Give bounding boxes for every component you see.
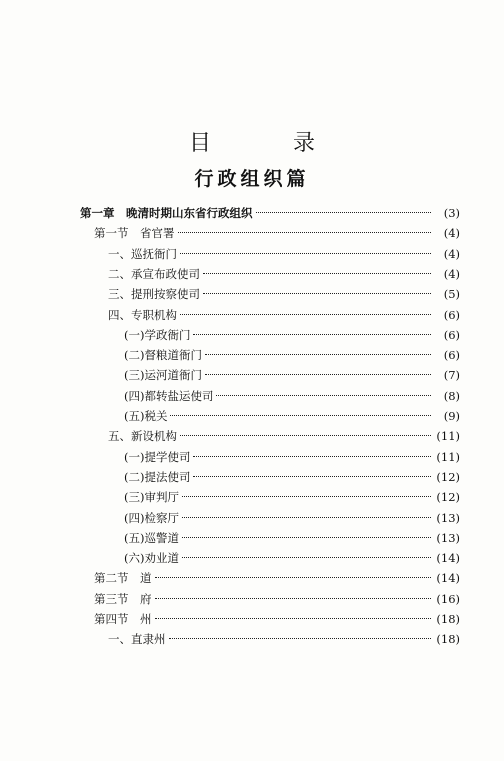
page-title: 目 录 <box>188 131 345 156</box>
toc-entry-page-number: (6) <box>443 348 460 363</box>
toc-entry-page-number: (3) <box>443 206 460 220</box>
toc-entry[interactable] <box>124 345 460 365</box>
toc-entry-label: (五)巡警道 <box>124 530 179 545</box>
toc-entry[interactable] <box>108 244 460 264</box>
dot-leader <box>205 354 431 355</box>
toc-entry[interactable] <box>108 305 460 325</box>
dot-leader <box>180 314 431 315</box>
toc-entry-label: (六)劝业道 <box>124 551 179 566</box>
toc-entry-label: 五、新设机构 <box>108 429 177 444</box>
dot-leader <box>182 517 431 518</box>
toc-entry-page-number: (18) <box>436 612 460 626</box>
dot-leader <box>203 273 431 274</box>
toc-entry-page-number: (4) <box>443 266 460 281</box>
toc-entry-label: 第一节 省官署 <box>94 226 175 241</box>
toc-entry-page-number: (9) <box>443 409 460 423</box>
toc-entry-label: (四)都转盐运使司 <box>124 388 214 403</box>
toc-entry[interactable] <box>94 589 460 609</box>
toc-entry-label: 四、专职机构 <box>108 307 177 322</box>
toc-entry[interactable] <box>124 447 460 467</box>
toc-entry[interactable] <box>94 568 460 588</box>
toc-entry-label: 第一章 晚清时期山东省行政组织 <box>80 206 253 220</box>
dot-leader <box>193 476 431 477</box>
toc-entry-label: (三)运河道衙门 <box>124 368 202 383</box>
toc-entry[interactable] <box>124 528 460 548</box>
dot-leader <box>193 334 431 335</box>
toc-entry-page-number: (11) <box>436 449 460 464</box>
dot-leader <box>180 435 431 436</box>
dot-leader <box>155 618 432 619</box>
toc-entry-page-number: (5) <box>443 287 460 302</box>
toc-entry[interactable] <box>124 548 460 568</box>
toc-entry-label: (一)学政衙门 <box>124 327 191 342</box>
dot-leader <box>182 496 431 497</box>
toc-entry[interactable] <box>108 629 460 649</box>
dot-leader <box>155 577 432 578</box>
toc-entry-page-number: (8) <box>443 388 460 403</box>
toc-entry-page-number: (11) <box>436 429 460 444</box>
toc-entry-page-number: (7) <box>443 368 460 383</box>
toc-entry-label: 第四节 州 <box>94 612 152 626</box>
section-title: 行政组织篇 <box>194 168 310 190</box>
dot-leader <box>169 638 432 639</box>
toc-entry[interactable] <box>108 426 460 446</box>
dot-leader <box>256 212 432 213</box>
toc-entry[interactable] <box>124 406 460 426</box>
toc-entry-label: 二、承宣布政使司 <box>108 266 200 281</box>
toc-entry-label: 三、提刑按察使司 <box>108 287 200 302</box>
dot-leader <box>170 415 431 416</box>
dot-leader <box>203 293 431 294</box>
toc-entry-page-number: (12) <box>436 490 460 505</box>
toc-entry-page-number: (14) <box>436 551 460 566</box>
dot-leader <box>180 253 431 254</box>
toc-entry-label: 一、直隶州 <box>108 632 166 647</box>
dot-leader <box>216 395 431 396</box>
toc-entry-label: (五)税关 <box>124 409 168 423</box>
toc-entry[interactable] <box>124 386 460 406</box>
toc-entry-page-number: (16) <box>436 591 460 606</box>
toc-entry[interactable] <box>124 365 460 385</box>
toc-entry[interactable] <box>124 508 460 528</box>
toc-entry[interactable] <box>124 467 460 487</box>
toc-entry-page-number: (13) <box>436 530 460 545</box>
toc-entry-label: 第二节 道 <box>94 571 152 586</box>
toc-entry[interactable] <box>124 325 460 345</box>
toc-entry-page-number: (12) <box>436 469 460 484</box>
dot-leader <box>155 598 432 599</box>
toc-entry-page-number: (4) <box>443 226 460 241</box>
dot-leader <box>205 374 431 375</box>
toc-entry-label: (四)检察厅 <box>124 510 179 525</box>
dot-leader <box>193 456 431 457</box>
toc-entry-label: (二)督粮道衙门 <box>124 348 202 363</box>
toc-entry-page-number: (6) <box>443 307 460 322</box>
toc-entry-page-number: (18) <box>436 632 460 647</box>
toc-entry-label: 一、巡抚衙门 <box>108 246 177 261</box>
toc-entry[interactable] <box>124 487 460 507</box>
toc-entry-page-number: (4) <box>443 246 460 261</box>
toc-entry-page-number: (14) <box>436 571 460 586</box>
toc-entry[interactable] <box>94 609 460 629</box>
toc-entry[interactable] <box>108 284 460 304</box>
toc-entry[interactable] <box>94 223 460 243</box>
dot-leader <box>178 232 432 233</box>
toc-entry-label: (一)提学使司 <box>124 449 191 464</box>
dot-leader <box>182 557 431 558</box>
toc-entry-label: (二)提法使司 <box>124 469 191 484</box>
toc-entry-page-number: (6) <box>443 327 460 342</box>
toc-entry-label: 第三节 府 <box>94 591 152 606</box>
toc-entry-page-number: (13) <box>436 510 460 525</box>
toc-entry[interactable] <box>108 264 460 284</box>
toc-entry[interactable] <box>80 203 460 223</box>
toc-entry-label: (三)审判厅 <box>124 490 179 505</box>
dot-leader <box>182 537 431 538</box>
